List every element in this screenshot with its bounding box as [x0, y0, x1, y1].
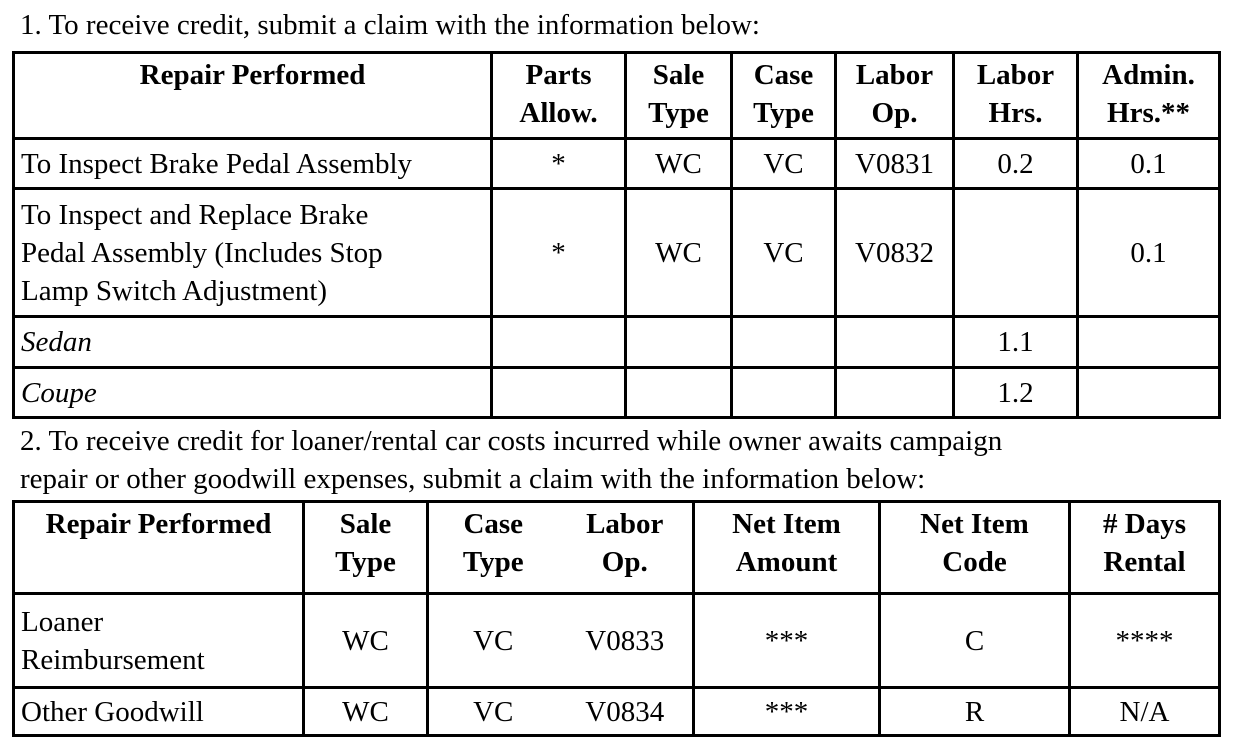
cell-repair: Other Goodwill: [14, 688, 304, 736]
table1-header-row: [14, 53, 1220, 139]
cell-repair: Sedan: [14, 317, 492, 368]
cell-labor-hrs: [954, 189, 1078, 317]
cell-net-item-amount: ***: [694, 594, 880, 688]
section2-intro: 2. To receive credit for loaner/rental car costs incurred while owner awaits campaign repair or other goodwill expenses, submit a claim with the information below:: [20, 425, 1003, 495]
cell-sale-type: WC: [626, 139, 732, 189]
header-repair-performed: Repair Performed: [14, 502, 304, 594]
cell-net-item-amount: ***: [694, 688, 880, 736]
header-net-item-code: Net Item Code: [880, 502, 1070, 594]
cell-case-type: VC: [732, 189, 836, 317]
cell-labor-hrs: 1.2: [954, 368, 1078, 418]
header-labor-op: Labor Op.: [558, 502, 694, 594]
header-net-item-amount: Net Item Amount: [694, 502, 880, 594]
header-sale-type: Sale Type: [626, 53, 732, 139]
section1-intro: 1. To receive credit, submit a claim with the information below:: [20, 9, 760, 41]
cell-admin-hrs: [1078, 368, 1220, 418]
header-parts-allow: Parts Allow.: [492, 53, 626, 139]
table-row: [14, 317, 1220, 368]
header-admin-hrs: Admin. Hrs.**: [1078, 53, 1220, 139]
cell-net-item-code: C: [880, 594, 1070, 688]
table-row: [14, 189, 1220, 317]
header-labor-op: Labor Op.: [836, 53, 954, 139]
table-row: [14, 688, 1220, 736]
header-sale-type: Sale Type: [304, 502, 428, 594]
header-repair-performed: Repair Performed: [14, 53, 492, 139]
cell-parts: *: [492, 189, 626, 317]
cell-labor-op: V0831: [836, 139, 954, 189]
cell-sale-type: [626, 368, 732, 418]
cell-sale-type: WC: [626, 189, 732, 317]
cell-admin-hrs: 0.1: [1078, 139, 1220, 189]
cell-days-rental: ****: [1070, 594, 1220, 688]
cell-parts: *: [492, 139, 626, 189]
cell-parts: [492, 368, 626, 418]
cell-labor-op: V0832: [836, 189, 954, 317]
cell-case-type: VC: [428, 594, 558, 688]
claim-table-2: [12, 500, 1221, 737]
header-case-type: Case Type: [428, 502, 558, 594]
cell-case-type: [732, 368, 836, 418]
cell-days-rental: N/A: [1070, 688, 1220, 736]
header-case-type: Case Type: [732, 53, 836, 139]
cell-sale-type: WC: [304, 594, 428, 688]
cell-labor-op: [836, 317, 954, 368]
cell-admin-hrs: [1078, 317, 1220, 368]
cell-case-type: VC: [428, 688, 558, 736]
cell-net-item-code: R: [880, 688, 1070, 736]
cell-labor-hrs: 1.1: [954, 317, 1078, 368]
table-row: [14, 594, 1220, 688]
cell-repair: Coupe: [14, 368, 492, 418]
cell-admin-hrs: 0.1: [1078, 189, 1220, 317]
cell-labor-op: V0834: [558, 688, 694, 736]
cell-labor-hrs: 0.2: [954, 139, 1078, 189]
table-row: [14, 139, 1220, 189]
cell-repair: To Inspect and Replace Brake Pedal Assembly (Includes Stop Lamp Switch Adjustment): [14, 189, 492, 317]
cell-sale-type: [626, 317, 732, 368]
cell-sale-type: WC: [304, 688, 428, 736]
cell-parts: [492, 317, 626, 368]
cell-repair: To Inspect Brake Pedal Assembly: [14, 139, 492, 189]
cell-repair: Loaner Reimbursement: [14, 594, 304, 688]
cell-case-type: VC: [732, 139, 836, 189]
claim-table-1: [12, 51, 1221, 419]
cell-labor-op: V0833: [558, 594, 694, 688]
cell-case-type: [732, 317, 836, 368]
cell-labor-op: [836, 368, 954, 418]
table2-header-row: [14, 502, 1220, 594]
header-days-rental: # Days Rental: [1070, 502, 1220, 594]
table-row: [14, 368, 1220, 418]
header-labor-hrs: Labor Hrs.: [954, 53, 1078, 139]
